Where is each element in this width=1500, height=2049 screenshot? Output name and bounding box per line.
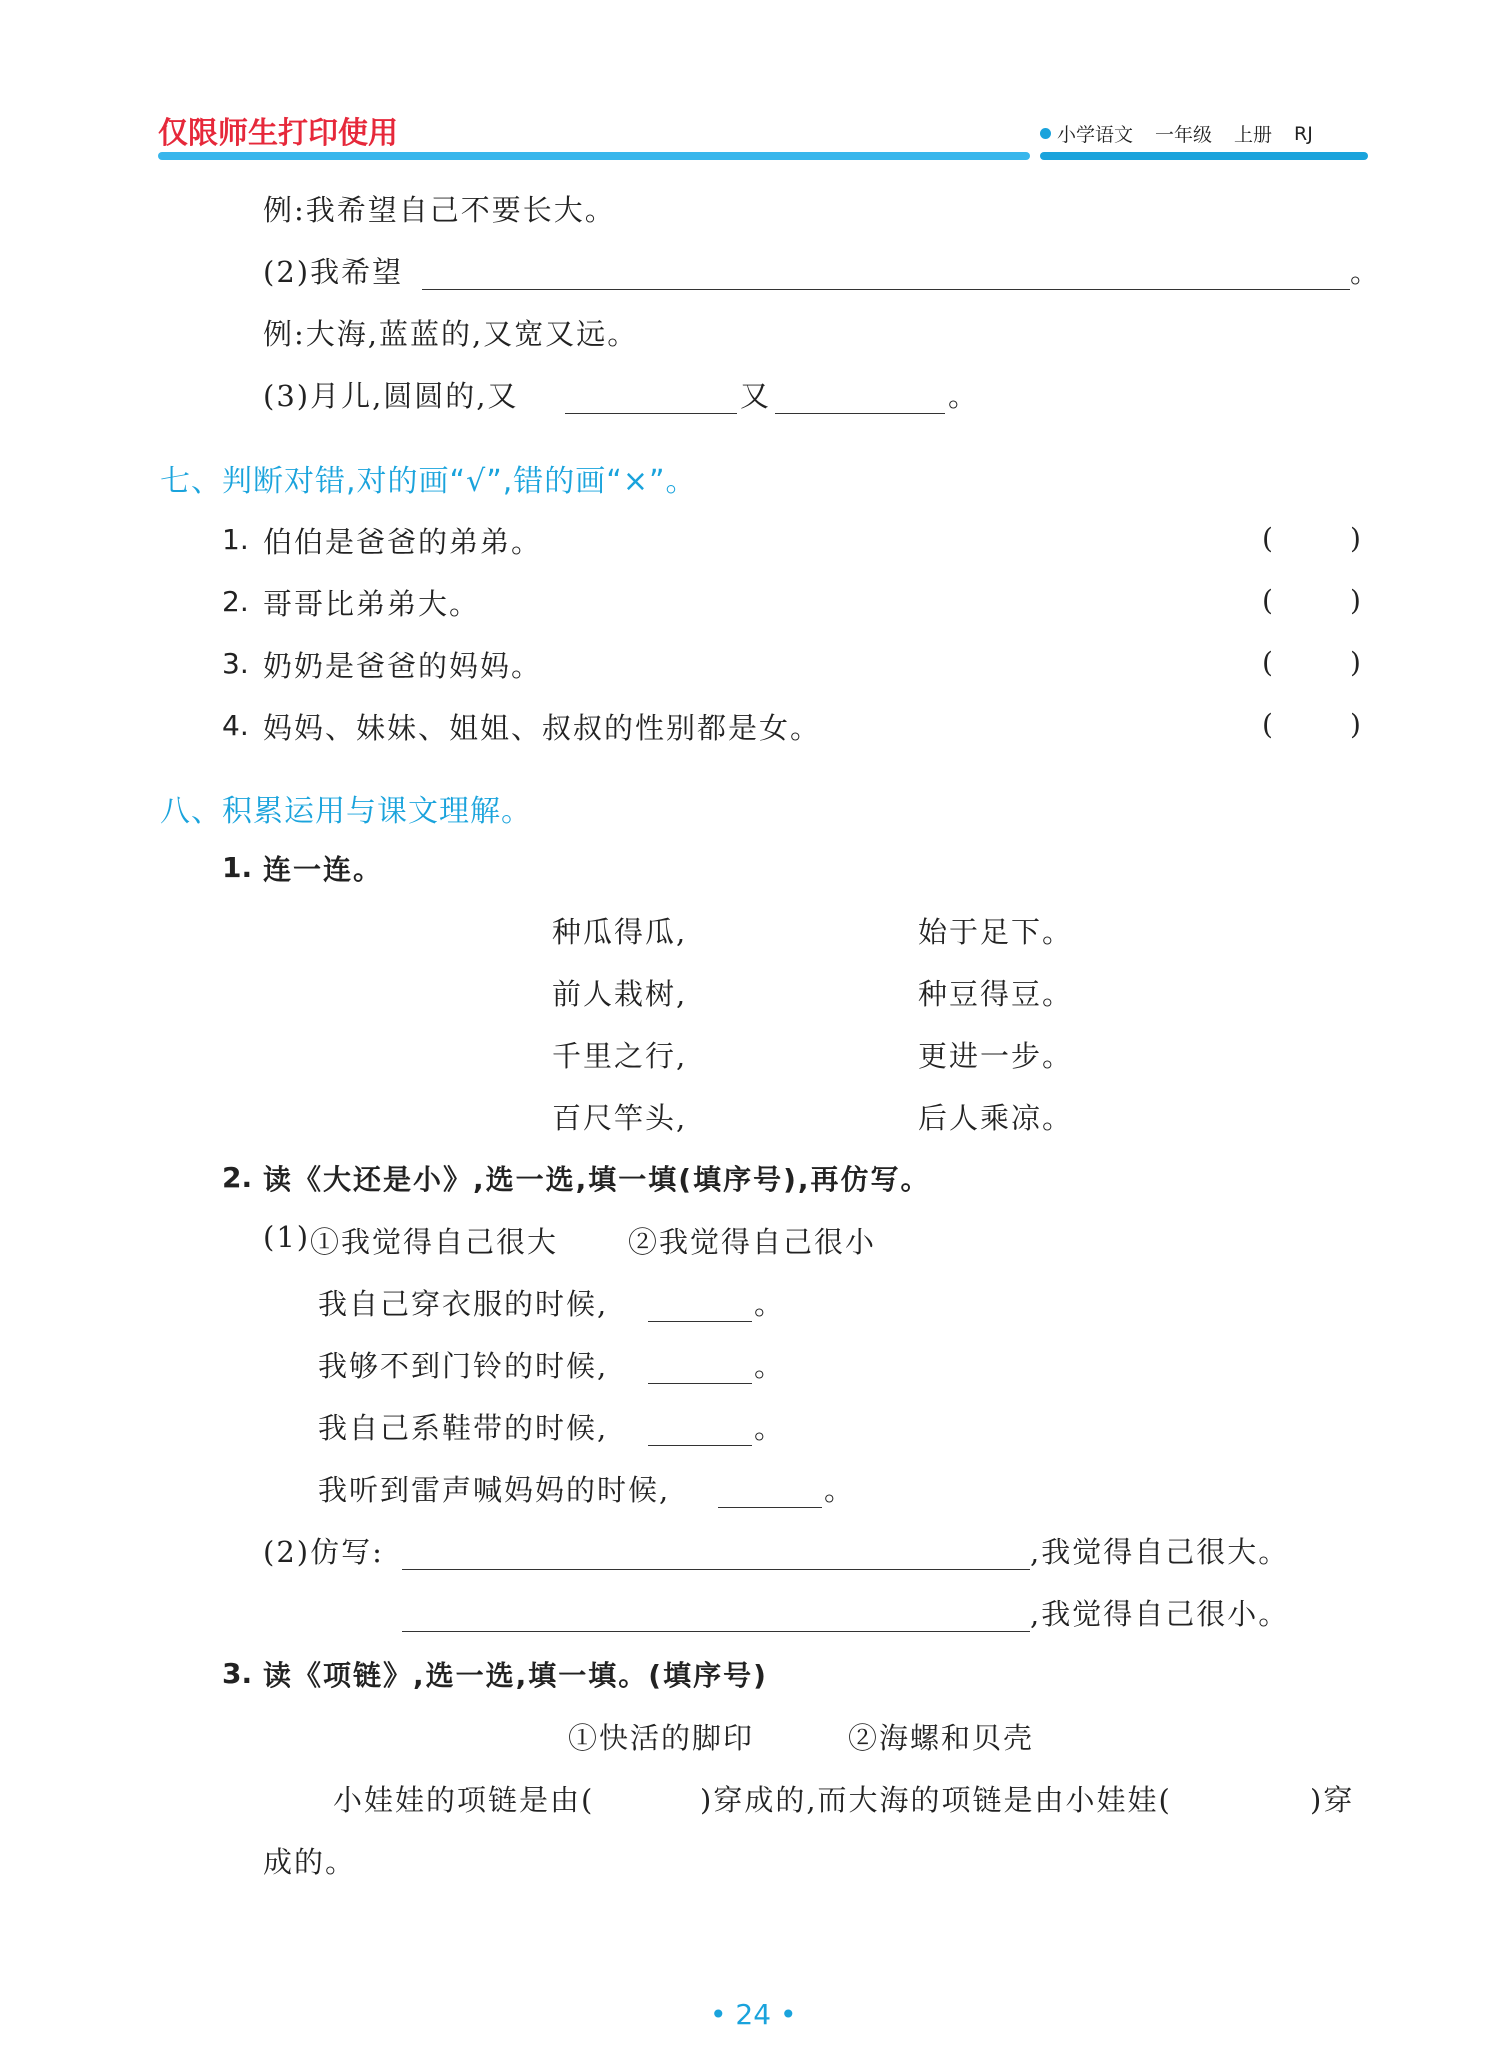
q8-2-sentence: 我够不到门铃的时候, bbox=[318, 1349, 609, 1383]
q8-2-sub1-prefix: (1) bbox=[263, 1220, 311, 1254]
q8-2-sentence-end: 。 bbox=[754, 1411, 786, 1445]
imitate-end-1: ,我觉得自己很大。 bbox=[1030, 1535, 1290, 1569]
example-2: 例:大海,蓝蓝的,又宽又远。 bbox=[263, 317, 639, 351]
match-left-item[interactable]: 前人栽树, bbox=[552, 977, 688, 1011]
q8-3-option-1: ①快活的脚印 bbox=[568, 1721, 755, 1755]
q3-answer-line-1[interactable] bbox=[565, 413, 737, 414]
q3-answer-line-2[interactable] bbox=[775, 413, 945, 414]
section-7-title: 七、判断对错,对的画“√”,错的画“×”。 bbox=[160, 464, 697, 499]
page-number: • 24 • bbox=[710, 1998, 797, 2031]
match-left-item[interactable]: 百尺竿头, bbox=[552, 1101, 688, 1135]
q8-1-label: 连一连。 bbox=[263, 853, 384, 886]
q3-mid: 又 bbox=[740, 379, 772, 413]
q8-3-number: 3. bbox=[222, 1657, 253, 1690]
match-right-item[interactable]: 更进一步。 bbox=[918, 1039, 1074, 1073]
q8-2-sentence-end: 。 bbox=[824, 1473, 856, 1507]
judge-paren-close: ) bbox=[1350, 522, 1361, 555]
q8-2-blank[interactable] bbox=[648, 1445, 752, 1446]
q8-1-number: 1. bbox=[222, 851, 253, 884]
imitate-end-2: ,我觉得自己很小。 bbox=[1030, 1597, 1290, 1631]
q8-3-sentence-1: 小娃娃的项链是由( bbox=[333, 1783, 595, 1817]
imitate-line-2[interactable] bbox=[402, 1631, 1030, 1632]
judge-paren-open: ( bbox=[1262, 522, 1273, 555]
judge-item-text: 伯伯是爸爸的弟弟。 bbox=[263, 525, 543, 559]
q8-2-label: 读《大还是小》,选一选,填一填(填序号),再仿写。 bbox=[263, 1163, 931, 1196]
judge-item-text: 哥哥比弟弟大。 bbox=[263, 587, 481, 621]
q8-2-blank[interactable] bbox=[648, 1383, 752, 1384]
q8-2-option-1: ①我觉得自己很大 bbox=[310, 1225, 559, 1259]
judge-paren-close: ) bbox=[1350, 708, 1361, 741]
judge-item-number: 3. bbox=[222, 647, 249, 680]
q8-3-sentence-3: )穿 bbox=[1310, 1783, 1355, 1817]
header-meta bbox=[1040, 120, 1313, 147]
q8-3-label: 读《项链》,选一选,填一填。(填序号) bbox=[263, 1659, 768, 1692]
header-grade: 一年级 bbox=[1155, 124, 1213, 146]
header-bar-right bbox=[1040, 152, 1368, 160]
q8-2-sentence-end: 。 bbox=[754, 1287, 786, 1321]
judge-item-text: 奶奶是爸爸的妈妈。 bbox=[263, 649, 543, 683]
q2-answer-line[interactable] bbox=[422, 289, 1350, 290]
header-edition: RJ bbox=[1294, 122, 1313, 145]
bullet-dot-icon bbox=[1040, 128, 1051, 139]
judge-item-number: 4. bbox=[222, 709, 249, 742]
match-left-item[interactable]: 千里之行, bbox=[552, 1039, 688, 1073]
judge-paren-close: ) bbox=[1350, 646, 1361, 679]
q8-3-sentence-4: 成的。 bbox=[263, 1845, 357, 1879]
header-subject: 小学语文 bbox=[1057, 124, 1134, 146]
judge-item-number: 2. bbox=[222, 585, 249, 618]
section-8-title: 八、积累运用与课文理解。 bbox=[160, 794, 532, 829]
imitate-line-1[interactable] bbox=[402, 1569, 1030, 1570]
header-bar-left bbox=[158, 152, 1030, 160]
header-title: 仅限师生打印使用 bbox=[158, 116, 398, 151]
q8-2-sentence: 我自己系鞋带的时候, bbox=[318, 1411, 609, 1445]
match-right-item[interactable]: 始于足下。 bbox=[918, 915, 1074, 949]
match-left-item[interactable]: 种瓜得瓜, bbox=[552, 915, 688, 949]
judge-paren-open: ( bbox=[1262, 584, 1273, 617]
q8-2-blank[interactable] bbox=[648, 1321, 752, 1322]
q8-2-sentence-end: 。 bbox=[754, 1349, 786, 1383]
q2-prefix: (2)我希望 bbox=[263, 255, 404, 289]
q8-2-sentence: 我听到雷声喊妈妈的时候, bbox=[318, 1473, 671, 1507]
judge-paren-open: ( bbox=[1262, 708, 1273, 741]
judge-paren-open: ( bbox=[1262, 646, 1273, 679]
q8-2-sentence: 我自己穿衣服的时候, bbox=[318, 1287, 609, 1321]
q3-end: 。 bbox=[948, 379, 980, 413]
judge-item-number: 1. bbox=[222, 523, 249, 556]
q3-prefix: (3)月儿,圆圆的,又 bbox=[263, 379, 519, 413]
match-right-item[interactable]: 种豆得豆。 bbox=[918, 977, 1074, 1011]
judge-item-text: 妈妈、妹妹、姐姐、叔叔的性别都是女。 bbox=[263, 711, 822, 745]
q8-2-number: 2. bbox=[222, 1161, 253, 1194]
q2-end: 。 bbox=[1350, 255, 1382, 289]
q8-2-option-2: ②我觉得自己很小 bbox=[628, 1225, 877, 1259]
header-volume: 上册 bbox=[1234, 124, 1273, 146]
q8-2-blank[interactable] bbox=[718, 1507, 822, 1508]
q8-3-sentence-2: )穿成的,而大海的项链是由小娃娃( bbox=[700, 1783, 1172, 1817]
q8-2-sub2-prefix: (2)仿写: bbox=[263, 1535, 384, 1569]
judge-paren-close: ) bbox=[1350, 584, 1361, 617]
example-1: 例:我希望自己不要长大。 bbox=[263, 193, 616, 227]
q8-3-option-2: ②海螺和贝壳 bbox=[848, 1721, 1035, 1755]
match-right-item[interactable]: 后人乘凉。 bbox=[918, 1101, 1074, 1135]
